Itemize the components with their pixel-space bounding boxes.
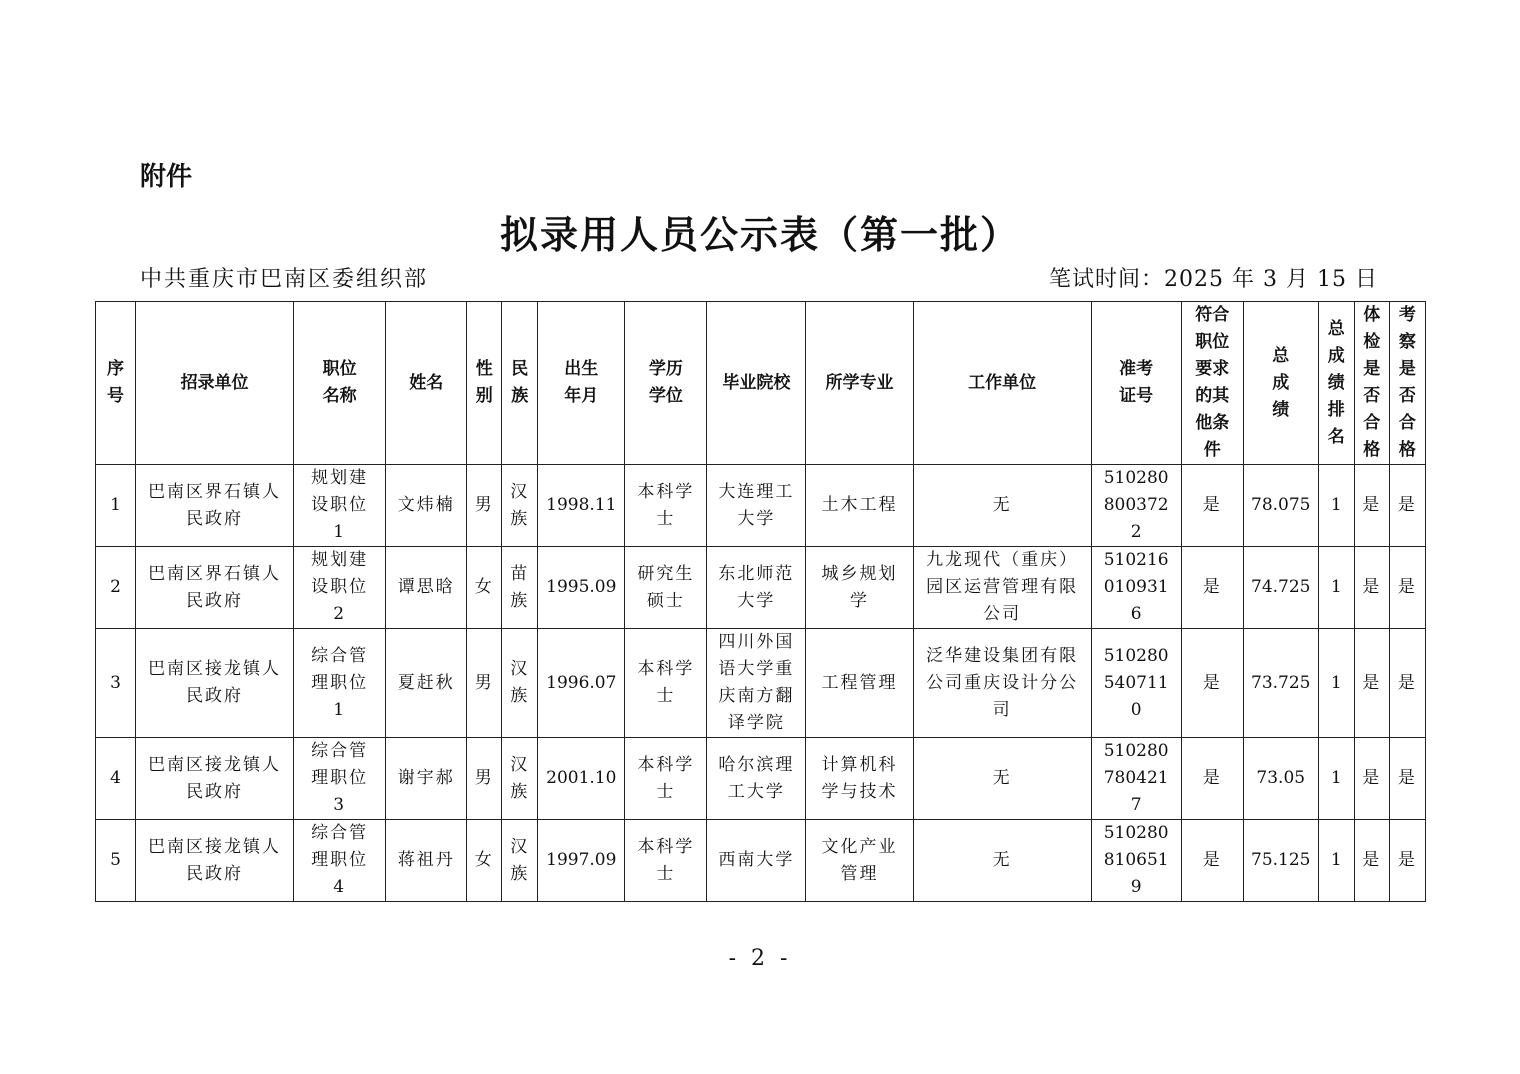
- cell-rank: 1: [1318, 465, 1354, 547]
- cell-degree: 本科学士: [625, 465, 707, 547]
- cell-major: 工程管理: [806, 629, 913, 738]
- cell-name: 蒋祖丹: [386, 820, 467, 902]
- cell-inspection: 是: [1389, 629, 1425, 738]
- cell-birth: 1996.07: [538, 629, 625, 738]
- cell-position: 规划建设职位 2: [294, 547, 386, 629]
- header-cell: 职位名称: [294, 302, 386, 465]
- cell-unit: 巴南区界石镇人民政府: [136, 465, 294, 547]
- cell-gender: 男: [467, 738, 502, 820]
- table-row: [96, 465, 1426, 547]
- cell-no: 3: [96, 629, 136, 738]
- cell-no: 4: [96, 738, 136, 820]
- cell-birth: 1997.09: [538, 820, 625, 902]
- header-cell: 学历学位: [625, 302, 707, 465]
- cell-no: 2: [96, 547, 136, 629]
- cell-exam-no: 5102160109316: [1091, 547, 1181, 629]
- cell-school: 哈尔滨理工大学: [707, 738, 806, 820]
- header-cell: 出生年月: [538, 302, 625, 465]
- cell-position: 综合管理职位 1: [294, 629, 386, 738]
- header-cell: 考察是否合格: [1389, 302, 1425, 465]
- cell-workplace: 泛华建设集团有限公司重庆设计分公司: [913, 629, 1091, 738]
- cell-gender: 男: [467, 465, 502, 547]
- header-cell: 准考证号: [1091, 302, 1181, 465]
- cell-gender: 女: [467, 547, 502, 629]
- cell-other-conditions: 是: [1181, 547, 1243, 629]
- cell-gender: 男: [467, 629, 502, 738]
- cell-score: 74.725: [1243, 547, 1318, 629]
- header-cell: 工作单位: [913, 302, 1091, 465]
- exam-date: 笔试时间：2025 年 3 月 15 日: [1049, 267, 1378, 292]
- cell-score: 78.075: [1243, 465, 1318, 547]
- cell-other-conditions: 是: [1181, 738, 1243, 820]
- cell-major: 文化产业管理: [806, 820, 913, 902]
- cell-birth: 1995.09: [538, 547, 625, 629]
- cell-no: 5: [96, 820, 136, 902]
- cell-workplace: 无: [913, 820, 1091, 902]
- cell-name: 谢宇郝: [386, 738, 467, 820]
- cell-major: 土木工程: [806, 465, 913, 547]
- cell-position: 综合管理职位 3: [294, 738, 386, 820]
- cell-score: 73.05: [1243, 738, 1318, 820]
- header-cell: 所学专业: [806, 302, 913, 465]
- cell-inspection: 是: [1389, 738, 1425, 820]
- cell-ethnicity: 汉族: [502, 738, 538, 820]
- cell-rank: 1: [1318, 738, 1354, 820]
- cell-physical: 是: [1354, 820, 1389, 902]
- table-row: [96, 820, 1426, 902]
- header-cell: 总成绩排名: [1318, 302, 1354, 465]
- cell-rank: 1: [1318, 820, 1354, 902]
- cell-birth: 2001.10: [538, 738, 625, 820]
- cell-ethnicity: 汉族: [502, 820, 538, 902]
- cell-inspection: 是: [1389, 820, 1425, 902]
- cell-position: 规划建设职位 1: [294, 465, 386, 547]
- table-row: [96, 738, 1426, 820]
- cell-workplace: 九龙现代（重庆）园区运营管理有限公司: [913, 547, 1091, 629]
- header-cell: 体检是否合格: [1354, 302, 1389, 465]
- cell-name: 谭思晗: [386, 547, 467, 629]
- cell-physical: 是: [1354, 629, 1389, 738]
- cell-major: 城乡规划学: [806, 547, 913, 629]
- cell-inspection: 是: [1389, 547, 1425, 629]
- cell-score: 73.725: [1243, 629, 1318, 738]
- cell-no: 1: [96, 465, 136, 547]
- header-cell: 总成绩: [1243, 302, 1318, 465]
- cell-physical: 是: [1354, 465, 1389, 547]
- attachment-label: 附件: [140, 162, 193, 192]
- cell-exam-no: 5102808106519: [1091, 820, 1181, 902]
- cell-exam-no: 5102808003722: [1091, 465, 1181, 547]
- cell-unit: 巴南区接龙镇人民政府: [136, 820, 294, 902]
- table-row: [96, 547, 1426, 629]
- cell-other-conditions: 是: [1181, 465, 1243, 547]
- cell-other-conditions: 是: [1181, 629, 1243, 738]
- table-row: [96, 629, 1426, 738]
- cell-birth: 1998.11: [538, 465, 625, 547]
- cell-name: 文炜楠: [386, 465, 467, 547]
- cell-rank: 1: [1318, 629, 1354, 738]
- cell-degree: 本科学士: [625, 738, 707, 820]
- candidate-table: [95, 301, 1426, 902]
- cell-school: 东北师范大学: [707, 547, 806, 629]
- cell-workplace: 无: [913, 738, 1091, 820]
- cell-degree: 本科学士: [625, 820, 707, 902]
- header-cell: 招录单位: [136, 302, 294, 465]
- cell-school: 四川外国语大学重庆南方翻译学院: [707, 629, 806, 738]
- cell-unit: 巴南区接龙镇人民政府: [136, 738, 294, 820]
- cell-exam-no: 5102805407110: [1091, 629, 1181, 738]
- cell-ethnicity: 汉族: [502, 629, 538, 738]
- cell-unit: 巴南区接龙镇人民政府: [136, 629, 294, 738]
- organization-name: 中共重庆市巴南区委组织部: [140, 267, 429, 292]
- cell-physical: 是: [1354, 738, 1389, 820]
- cell-school: 西南大学: [707, 820, 806, 902]
- page-title: 拟录用人员公示表（第一批）: [499, 212, 1020, 257]
- cell-gender: 女: [467, 820, 502, 902]
- cell-unit: 巴南区界石镇人民政府: [136, 547, 294, 629]
- header-cell: 民族: [502, 302, 538, 465]
- page-number: - 2 -: [728, 946, 792, 971]
- header-cell: 序号: [96, 302, 136, 465]
- cell-degree: 研究生硕士: [625, 547, 707, 629]
- cell-ethnicity: 苗族: [502, 547, 538, 629]
- header-cell: 毕业院校: [707, 302, 806, 465]
- cell-rank: 1: [1318, 547, 1354, 629]
- cell-major: 计算机科学与技术: [806, 738, 913, 820]
- cell-workplace: 无: [913, 465, 1091, 547]
- cell-degree: 本科学士: [625, 629, 707, 738]
- cell-ethnicity: 汉族: [502, 465, 538, 547]
- cell-other-conditions: 是: [1181, 820, 1243, 902]
- table-header-row: [96, 302, 1426, 465]
- cell-name: 夏赶秋: [386, 629, 467, 738]
- header-cell: 性别: [467, 302, 502, 465]
- cell-inspection: 是: [1389, 465, 1425, 547]
- header-cell: 符合职位要求的其他条件: [1181, 302, 1243, 465]
- cell-exam-no: 5102807804217: [1091, 738, 1181, 820]
- cell-position: 综合管理职位 4: [294, 820, 386, 902]
- cell-score: 75.125: [1243, 820, 1318, 902]
- header-cell: 姓名: [386, 302, 467, 465]
- cell-school: 大连理工大学: [707, 465, 806, 547]
- cell-physical: 是: [1354, 547, 1389, 629]
